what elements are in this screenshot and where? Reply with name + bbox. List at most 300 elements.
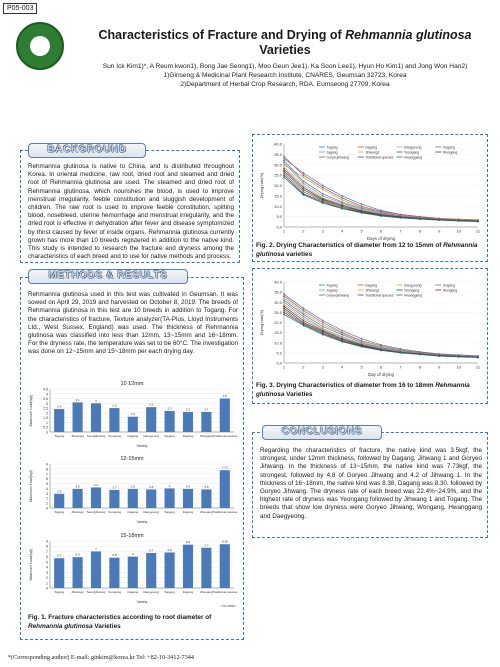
legend-label: Traditional species xyxy=(365,293,394,298)
y-tick-label: 8 xyxy=(46,544,48,549)
y-axis-label: Maximum Load(kgf) xyxy=(29,470,33,502)
data-point xyxy=(419,218,421,220)
y-tick-label: 2 xyxy=(46,496,48,501)
bar xyxy=(220,544,230,588)
bar xyxy=(73,557,83,588)
fig1-caption-species: Rehmannia glutinosa xyxy=(28,622,93,630)
x-tick-label: Seonjijihwang xyxy=(86,510,106,514)
bar-value-label: 5.9 xyxy=(75,552,80,557)
data-point xyxy=(477,357,479,359)
bar xyxy=(73,489,83,508)
bar-value-label: 3.1 xyxy=(75,397,80,402)
bar-value-label: 3.5 xyxy=(222,394,227,399)
data-point xyxy=(283,309,285,311)
chart-note: * 5% DMRT xyxy=(220,604,236,608)
x-tick-label: Traditional species xyxy=(212,434,238,438)
data-point xyxy=(341,341,343,343)
bar xyxy=(146,407,156,432)
y-tick-label: 10.0 xyxy=(274,203,282,209)
data-point xyxy=(283,166,285,168)
bar-value-label: 2.6 xyxy=(149,402,154,407)
fig2-caption-suffix: varieties xyxy=(284,250,313,258)
y-tick-label: 0.0 xyxy=(276,360,282,366)
y-tick-label: 40.0 xyxy=(274,141,282,147)
data-point xyxy=(283,295,285,297)
x-tick-label: Seonjijihwang xyxy=(86,434,106,438)
data-point xyxy=(283,305,285,307)
data-point xyxy=(361,338,363,340)
x-tick-label: 11 xyxy=(475,228,481,234)
x-tick-label: 2 xyxy=(302,228,305,234)
data-point xyxy=(283,168,285,170)
data-point xyxy=(283,301,285,303)
legend-label: Hwanggang xyxy=(404,293,423,298)
title-line2: Varieties xyxy=(259,43,311,57)
data-point xyxy=(283,162,285,164)
data-point xyxy=(458,220,460,222)
y-tick-label: 1 xyxy=(46,501,48,506)
x-axis-label: Day of drying xyxy=(368,372,394,377)
data-point xyxy=(458,356,460,358)
data-point xyxy=(283,311,285,313)
x-tick-label: 4 xyxy=(341,228,344,234)
legend-label: Togang xyxy=(326,145,338,150)
x-axis-label: Variety xyxy=(136,520,148,524)
x-tick-label: 1 xyxy=(282,364,286,370)
legend-label: Gogang xyxy=(442,283,455,288)
bar xyxy=(183,545,193,588)
data-point xyxy=(283,293,285,295)
institute-seal-logo xyxy=(16,22,64,70)
x-tick-label: Sagang xyxy=(164,510,175,514)
y-tick-label: 7 xyxy=(46,549,48,554)
x-tick-label: Jihwang1 xyxy=(71,590,84,594)
conclusions-heading: CONCLUSIONS xyxy=(262,425,382,440)
fig1-caption xyxy=(28,614,240,631)
x-tick-label: 3 xyxy=(321,228,324,234)
x-tick-label: Yeongang xyxy=(107,434,122,438)
y-tick-label: 3 xyxy=(46,570,48,575)
y-tick-label: 1 xyxy=(46,581,48,586)
y-tick-label: 3 xyxy=(46,401,48,406)
x-tick-label: Dagang xyxy=(127,510,139,514)
x-tick-label: Traditional species xyxy=(212,590,238,594)
fig3-caption-species: Rehmannia glutinosa xyxy=(256,382,470,398)
fig2-caption-prefix: Fig. 2. Drying Characteristics of diameter from 12 to 15mm of xyxy=(256,242,444,249)
bar xyxy=(201,548,211,588)
y-tick-label: 7 xyxy=(46,472,48,477)
bar-value-label: 7.73 xyxy=(221,465,228,470)
x-tick-label: Seonjijihwang xyxy=(86,590,106,594)
bar-value-label: 3 xyxy=(95,398,97,403)
legend-label: Daegyeong xyxy=(404,145,422,150)
x-tick-label: Yeongang xyxy=(107,510,122,514)
x-tick-label: 2 xyxy=(302,364,305,370)
bar-value-label: 1.6 xyxy=(130,412,135,417)
y-tick-label: 35.0 xyxy=(274,151,282,157)
legend-label: Dagang xyxy=(365,145,378,150)
data-point xyxy=(477,221,479,223)
bar xyxy=(128,417,138,432)
y-tick-label: 1 xyxy=(46,420,48,425)
data-point xyxy=(283,172,285,174)
bar xyxy=(91,403,101,432)
x-tick-label: Dagang xyxy=(127,434,139,438)
x-tick-label: 11 xyxy=(475,364,481,370)
x-tick-label: Daegyeong xyxy=(143,510,159,514)
data-point xyxy=(303,191,305,193)
x-axis-label: Variety xyxy=(136,444,148,448)
bar xyxy=(201,412,211,432)
bar xyxy=(183,412,193,432)
bar-value-label: 3.9 xyxy=(75,484,80,489)
data-point xyxy=(303,309,305,311)
bar-value-label: 6 xyxy=(131,552,134,557)
bar xyxy=(54,409,64,432)
data-point xyxy=(303,311,305,313)
bar-value-label: 5.7 xyxy=(57,553,62,558)
y-axis-label: Drying rate(%) xyxy=(259,309,264,336)
bar-value-label: 8.38 xyxy=(221,539,228,544)
y-tick-label: 5 xyxy=(46,482,48,487)
affiliation-1: 1)Ginseng & Medicinal Plant Research Institute, CNARES, Geumsan 32723, Korea xyxy=(163,72,407,79)
bar xyxy=(165,552,175,588)
bar xyxy=(183,489,193,508)
x-tick-label: 6 xyxy=(379,228,383,234)
poster-id: P05-003 xyxy=(3,3,37,14)
fig1-caption-suffix: Varieties xyxy=(92,622,121,630)
x-tick-label: 10 xyxy=(456,364,461,370)
bar-value-label: 2.1 xyxy=(204,407,209,412)
legend-label: Gogang xyxy=(442,145,455,150)
x-tick-label: Daegyeong xyxy=(143,434,159,438)
bar-value-label: 2.5 xyxy=(112,403,117,408)
data-point xyxy=(283,307,285,309)
legend-label: Hwanggang xyxy=(404,155,423,160)
y-tick-label: 5.0 xyxy=(276,214,282,220)
bar xyxy=(91,551,101,588)
bar-value-label: 3.8 xyxy=(149,484,154,489)
data-point xyxy=(283,164,285,166)
bar-value-label: 6.7 xyxy=(149,548,154,553)
x-tick-label: Togang xyxy=(54,510,65,514)
x-tick-label: Sagang xyxy=(164,434,175,438)
y-tick-label: 6 xyxy=(46,555,48,560)
legend-label: Yeongang xyxy=(404,288,420,293)
y-tick-label: 8 xyxy=(46,467,48,472)
fig3-line-chart xyxy=(256,276,484,378)
bar xyxy=(165,411,175,432)
y-tick-label: 5.0 xyxy=(276,350,282,356)
x-tick-label: Jihwang1 xyxy=(71,510,84,514)
bar xyxy=(128,489,138,508)
fig1-chart-12-15mm xyxy=(24,453,240,528)
y-tick-label: 3 xyxy=(46,491,48,496)
fig3-caption xyxy=(256,382,484,399)
y-tick-label: 0.0 xyxy=(276,224,282,230)
data-point xyxy=(303,194,305,196)
data-point xyxy=(283,303,285,305)
data-point xyxy=(361,212,363,214)
data-point xyxy=(283,156,285,158)
data-point xyxy=(303,189,305,191)
x-tick-label: Yeongang xyxy=(107,590,122,594)
bar xyxy=(91,487,101,508)
bar xyxy=(54,494,64,508)
x-tick-label: Sagang xyxy=(164,590,175,594)
data-point xyxy=(322,334,324,336)
legend-label: Dagang xyxy=(365,283,378,288)
bar-value-label: 5.8 xyxy=(112,553,117,558)
bar-value-label: 3.7 xyxy=(112,485,117,490)
x-tick-label: 3 xyxy=(321,364,324,370)
bar xyxy=(165,488,175,508)
data-point xyxy=(303,320,305,322)
y-tick-label: 20.0 xyxy=(274,183,282,188)
bar-value-label: 3.8 xyxy=(204,484,209,489)
data-point xyxy=(380,350,382,352)
data-point xyxy=(283,174,285,176)
bar xyxy=(220,399,230,432)
poster-title xyxy=(80,28,490,58)
y-tick-label: 30.0 xyxy=(274,299,282,305)
y-tick-label: 15.0 xyxy=(274,330,282,336)
y-axis-label: Maximum Load(kgf) xyxy=(29,548,33,581)
data-point xyxy=(322,322,324,324)
data-point xyxy=(303,183,305,185)
x-tick-label: 5 xyxy=(360,228,363,234)
x-tick-label: 9 xyxy=(438,364,441,370)
bar-value-label: 7 xyxy=(95,546,97,551)
data-point xyxy=(303,176,305,178)
legend-label: Wongang xyxy=(442,288,458,293)
x-tick-label: 9 xyxy=(438,228,441,234)
bar-value-label: 4 xyxy=(168,483,171,488)
data-point xyxy=(438,355,440,357)
bar xyxy=(109,408,119,432)
bar-value-label: 3.9 xyxy=(185,484,191,489)
x-tick-label: Wongang xyxy=(200,510,213,514)
data-point xyxy=(283,297,285,299)
data-point xyxy=(303,180,305,182)
data-point xyxy=(341,334,343,336)
data-point xyxy=(303,325,305,327)
data-point xyxy=(303,187,305,189)
data-point xyxy=(303,307,305,309)
data-point xyxy=(400,352,402,354)
bar xyxy=(109,558,119,588)
data-point xyxy=(341,199,343,201)
y-tick-label: 25.0 xyxy=(274,172,282,178)
y-tick-label: 2.5 xyxy=(43,406,48,411)
fig1-chart-15-18mm xyxy=(24,530,240,608)
bar-value-label: 2.2 xyxy=(167,406,172,411)
y-tick-label: 15.0 xyxy=(274,193,282,199)
y-tick-label: 25.0 xyxy=(274,309,282,315)
x-tick-label: 7 xyxy=(399,364,402,370)
legend-label: Yeongang xyxy=(404,150,420,155)
data-point xyxy=(283,160,285,162)
y-tick-label: 4 xyxy=(46,565,48,570)
data-point xyxy=(322,187,324,189)
chart-title: 15-18mm xyxy=(120,533,144,539)
background-text: Rehmannia glutinosa is native to China, and is distributed throughout Korea. In oriental medicine, raw root, dried root and steamed and dried root of Rehmannia glutinosa are used. The steamed and dried root of Rehmannia glutinosa, which nourishes the blood, is used to improve menstrual irregularity, feeble constitution and sluggish development of children. The raw root is used to improve feeble constitution, spitting blood, nosebleed, uterine hemorrhage and menstrual irregularity, and the dried root is effective in dehydration after fever and disease symptomized by thirst caused by fever of inside organs. Rehmannia glutinosa currently grown has more than 10 breeds registered in addition to the native kind. This study is intended to research the fracture and dryness among the characteristics of each breed and to use for native methods and process. xyxy=(28,163,234,261)
data-point xyxy=(283,314,285,316)
data-point xyxy=(322,195,324,197)
chart-title: 12-15mm xyxy=(120,456,144,462)
data-point xyxy=(303,174,305,176)
x-tick-label: 4 xyxy=(341,364,344,370)
x-tick-label: Wongang xyxy=(200,434,213,438)
bar-value-label: 7.7 xyxy=(204,543,209,548)
y-tick-label: 3.5 xyxy=(43,397,48,402)
fig2-caption xyxy=(256,242,484,259)
bar xyxy=(201,489,211,508)
legend-label: Wongang xyxy=(442,150,458,155)
affiliation-2: 2)Department of Herbal Crop Research, RDA, Eumseong 27709, Korea xyxy=(180,81,390,88)
x-tick-label: 7 xyxy=(399,228,402,234)
x-tick-label: Togang xyxy=(54,590,65,594)
x-axis-label: Days of drying xyxy=(366,236,396,241)
y-tick-label: 9 xyxy=(46,539,48,544)
y-tick-label: 4.5 xyxy=(43,387,48,392)
y-tick-label: 9 xyxy=(46,462,48,467)
legend-label: Jagang xyxy=(326,150,338,155)
conclusions-text: Regarding the characteristics of fracture, the native kind was 3.5kgf, the strongest, under 12mm thickness, followed by Dagang, Jihwang 1 and Goryeo Jihwang. In the thickness of 13~15mm, the native kind was 7.73kgf, the strongest, followed by 4.8 of Goryeo Jihwang and 4.2 of Jihwang 1. In the thickness of 16~18mm, the native kind was 8.38, Dagang was 8.30, followed by Goryeo Jihwang. The dryness rate of each breed was 22.4%~24.9%, and the highest rate of dryness was Yeongang followed by Jihwang 1 and Togang. The breeds that show low dryness were Goryeo Jihwang, Wongang, Hwanggang and Daegyeong. xyxy=(260,447,482,520)
title-line1: Characteristics of Fracture and Drying of xyxy=(98,28,346,42)
data-point xyxy=(303,314,305,316)
data-point xyxy=(283,299,285,301)
fig1-caption-prefix: Fig. 1. Fracture characteristics according to root diameter of xyxy=(28,614,212,621)
data-point xyxy=(341,330,343,332)
y-axis-label: Maximum Load(kgf) xyxy=(29,394,33,427)
data-point xyxy=(322,326,324,328)
data-point xyxy=(361,346,363,348)
methods-text: Rehmannia glutinosa used in this test was cultivated in Geumsan. It was sowed on April 29, 2019 and harvested on October 8, 2019. The breeds of Rehmannia glutinosa in this test are 10 breeds in addition to Togang. For the characteristics of fracture, Texture analyzer(TA-Plus, Lloyd Instruments Ltd., West Sussex, England) was used. The thickness of Rehmannia glutinosa was classified into less than 12mm, 13~15mm and 16~18mm. For the dryness rate, the temperature was set to be 60°C. The investigation was done on 12~15mm and 15~18mm per each drying day. xyxy=(28,291,238,356)
data-point xyxy=(283,176,285,178)
data-point xyxy=(341,197,343,199)
x-tick-label: 8 xyxy=(418,364,421,370)
y-tick-label: 10.0 xyxy=(274,340,282,346)
bar-value-label: 6.8 xyxy=(167,547,172,552)
author-block xyxy=(80,62,490,89)
data-point xyxy=(322,189,324,191)
y-tick-label: 0 xyxy=(46,430,48,435)
x-tick-label: Dagang xyxy=(182,434,194,438)
corresponding-author-footnote: *(Corresponding author) E-mail: ginkim@korea.kr Tel: +82-10-3412-7344 xyxy=(8,654,194,661)
x-tick-label: 1 xyxy=(282,228,286,234)
y-tick-label: 40.0 xyxy=(274,279,282,285)
y-tick-label: 6 xyxy=(46,477,48,482)
data-point xyxy=(322,193,324,195)
fig2-line-chart xyxy=(256,138,484,242)
bar xyxy=(128,557,138,588)
y-tick-label: 1.5 xyxy=(43,416,48,421)
y-tick-label: 35.0 xyxy=(274,289,282,295)
y-tick-label: 2 xyxy=(46,411,48,416)
data-point xyxy=(303,185,305,187)
data-point xyxy=(322,202,324,204)
bar-value-label: 8.3 xyxy=(185,540,191,545)
bar-value-label: 4.2 xyxy=(93,482,99,487)
chart-title: 10 12mm xyxy=(120,381,144,387)
x-tick-label: 5 xyxy=(360,364,363,370)
x-tick-label: Daegyeong xyxy=(143,590,159,594)
y-tick-label: 30.0 xyxy=(274,162,282,168)
y-tick-label: 4 xyxy=(46,486,48,491)
x-tick-label: 10 xyxy=(456,228,461,234)
data-point xyxy=(303,316,305,318)
y-tick-label: 20.0 xyxy=(274,320,282,325)
legend-label: Togang xyxy=(326,283,338,288)
fig1-chart-10-12mm xyxy=(24,378,240,452)
x-tick-label: Dagang xyxy=(127,590,139,594)
x-tick-label: 8 xyxy=(418,228,421,234)
legend-label: Goryeojihwang xyxy=(326,293,350,298)
legend-label: Jihwang1 xyxy=(365,150,380,155)
data-point xyxy=(283,170,285,172)
x-tick-label: Wongang xyxy=(200,590,213,594)
fig2-caption-species: Rehmannia glutinosa xyxy=(256,242,478,258)
data-point xyxy=(303,172,305,174)
bar xyxy=(146,553,156,588)
background-heading: BACKGROUND xyxy=(28,143,146,158)
methods-heading: METHODS & RESULTS xyxy=(28,269,188,284)
legend-label: Jihwang1 xyxy=(365,288,380,293)
fig3-caption-prefix: Fig. 3. Drying Characteristics of diameter from 16 to 18mm xyxy=(256,382,436,389)
legend-label: Traditional species xyxy=(365,155,394,160)
x-tick-label: Dagang xyxy=(182,510,194,514)
bar-value-label: 3.9 xyxy=(130,484,135,489)
data-point xyxy=(380,215,382,217)
legend-label: Daegyeong xyxy=(404,283,422,288)
y-tick-label: 0 xyxy=(46,586,48,591)
bar-value-label: 2.9 xyxy=(57,489,62,494)
data-point xyxy=(400,217,402,219)
legend-label: Goryeojihwang xyxy=(326,155,350,160)
bar xyxy=(109,490,119,508)
data-point xyxy=(341,208,343,210)
fig3-caption-suffix: Varieties xyxy=(284,390,313,398)
y-axis-label: Drying rate(%) xyxy=(259,172,264,199)
author-list: Sun Ick Kim1)*, A Reum kwon1), Bong Jae Seong1), Moo Geun Jee1), Ka Soon Lee1), Hyun Ho Kim1) and Jong Won Han2) xyxy=(102,63,468,70)
legend-label: Jagang xyxy=(326,288,338,293)
x-tick-label: Dagang xyxy=(182,590,194,594)
bar xyxy=(146,489,156,508)
bar xyxy=(54,558,64,588)
data-point xyxy=(303,318,305,320)
data-point xyxy=(419,354,421,356)
x-tick-label: Jihwang1 xyxy=(71,434,84,438)
x-tick-label: Togang xyxy=(54,434,65,438)
x-tick-label: Traditional species xyxy=(212,510,238,514)
title-species: Rehmannia glutinosa xyxy=(345,28,472,42)
data-point xyxy=(341,195,343,197)
data-point xyxy=(322,324,324,326)
bar-value-label: 2.4 xyxy=(57,404,62,409)
data-point xyxy=(283,158,285,160)
y-tick-label: 2 xyxy=(46,576,48,581)
x-axis-label: Variety xyxy=(136,600,148,604)
data-point xyxy=(438,219,440,221)
data-point xyxy=(322,320,324,322)
y-tick-label: 0.5 xyxy=(43,425,48,430)
x-tick-label: 6 xyxy=(379,364,383,370)
y-tick-label: 5 xyxy=(46,560,48,565)
bar-value-label: 2.1 xyxy=(185,407,191,412)
data-point xyxy=(361,203,363,205)
y-tick-label: 0 xyxy=(46,506,48,511)
